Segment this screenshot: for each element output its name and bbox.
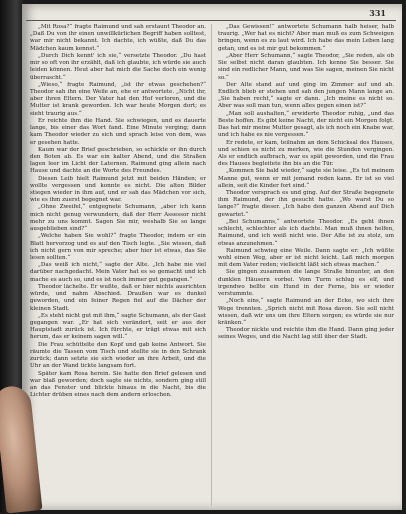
paragraph: „Man soll aushalten,“ erwiderte Theodor ruhig, „und das Beste hoffen. Es gibt keine Nacht, der nicht ein Morgen folgt. Das hat mir meine Mutter gesagt, als ich noch ein Knabe war, und ich habe es nie vergessen.“ (218, 110, 394, 139)
paragraph: Raimund schwieg eine Weile. Dann sagte er: „Ich wüßte wohl einen Weg, aber er ist nicht leicht. Laß mich morgen mit dem Vater reden; vielleicht läßt sich etwas machen.“ (218, 247, 394, 269)
text-column-left (30, 24, 206, 506)
paragraph: Theodor versprach es und ging. Auf der Straße begegnete ihm Raimund, der ihn gesucht hatte. „Wo warst Du so lange?“ fragte dieser. „Ich habe den ganzen Abend auf Dich gewartet.“ (218, 190, 394, 218)
paragraph: „Durch Dich kennt' ich sie,“ versetzte Theodor. „Du hast mir so oft von ihr erzählt, daß ich glaubte, ich würde sie auch leiden können. Heut aber hat mich die Sache doch ein wenig überrascht.“ (30, 52, 206, 81)
page-number: 331 (369, 8, 386, 18)
paragraph: Der Alte stand auf und ging im Zimmer auf und ab. Endlich blieb er stehen und sah den jungen Mann lange an. „Sie haben recht,“ sagte er dann. „Ich meine es nicht so. Aber was soll man tun, wenn alles gegen einen ist?“ (218, 81, 394, 110)
paragraph: „Welche haben Sie wohl?“ fragte Theodor, indem er ein Blatt hervorzog und es auf den Tisch legte. „Sie wissen, daß ich nicht gern von mir spreche; aber hier ist etwas, das Sie lesen sollten.“ (30, 233, 206, 261)
paragraph: „Das weiß ich nicht,“ sagte der Alte. „Ich habe nie viel darüber nachgedacht. Mein Vater hat es so gemacht und ich mache es auch so, und es ist noch immer gut gegangen.“ (30, 262, 206, 283)
paragraph: Theodor lächelte. Er wußte, daß er hier nichts ausrichten würde, und nahm Abschied. Draußen war es dunkel geworden, und ein feiner Regen fiel auf die Dächer der kleinen Stadt. (30, 283, 206, 312)
paragraph: Er reichte ihm die Hand. Sie schwiegen, und es dauerte lange, bis einer das Wort fand. Eine Minute verging; dann kam Theodor wieder zu sich und sprach leise von dem, was er gesehen hatte. (30, 117, 206, 146)
paragraph: Theodor nickte und reichte ihm die Hand. Dann ging jeder seines Weges, und die Nacht lag still über der Stadt. (218, 327, 394, 341)
paragraph: „Es steht nicht gut mit ihm,“ sagte Schumann, als der Gast gegangen war. „Er hat sich verändert, seit er aus der Hauptstadt zurück ist. Ich fürchte, er trägt etwas mit sich herum, das er keinem sagen will.“ (30, 312, 206, 341)
paragraph: „Wieso,“ fragte Raimund, „ist ihr etwas geschehen?“ Theodor sah ihn eine Weile an, ehe er antwortete. „Nicht ihr, aber ihren Eltern. Der Vater hat den Hof verloren, und die Mutter ist krank geworden. Ich war heute Morgen dort; es sieht traurig aus.“ (30, 81, 206, 117)
paragraph: Diesen Leib hielt Raimund jetzt mit beiden Händen; er wollte vergessen und konnte es nicht. Die alten Bilder stiegen wieder in ihm auf, und er sah das Mädchen vor sich, wie es ihm zuerst begegnet war. (30, 175, 206, 204)
paragraph: „Mit Rosa?“ fragte Raimund und sah erstaunt Theodor an. „Daß Du von ihr einen unwillkürlichen Begriff haben solltest, war mir nicht bekannt. Ich dachte, ich wüßte, daß Du das Mädchen kaum kennst.“ (30, 24, 206, 52)
paragraph: „Aber Herr Schumann,“ sagte Theodor, „Sie reden, als ob Sie selbst nicht daran glaubten. Ich kenne Sie besser. Sie sind ein redlicher Mann, und was Sie sagen, meinen Sie nicht so.“ (218, 52, 394, 81)
paragraph: Kaum war der Brief geschrieben, so schickte er ihn durch den Boten ab. Es war ein kalter Abend, und die Straßen lagen leer im Licht der Laternen. Raimund ging allein nach Hause und dachte an die Worte des Freundes. (30, 146, 206, 175)
book-page (22, 4, 402, 510)
head-rule (26, 20, 396, 21)
paragraph: „Noch eins,“ sagte Raimund an der Ecke, wo sich ihre Wege trennten. „Sprich nicht mit Rosa davon. Sie soll nicht wissen, daß wir uns um ihre Eltern sorgen; es würde sie nur kränken.“ (218, 298, 394, 326)
text-column-right (218, 24, 394, 506)
column-divider (211, 24, 212, 506)
paragraph: Er redete, er kam, teilnahm an dem Schicksal des Hauses, und schien es nicht zu merken, wie die Stunden vergingen. Als er endlich aufbrach, war es spät geworden, und die Frau des Hauses begleitete ihn bis an die Tür. (218, 139, 394, 168)
paragraph: Sie gingen zusammen die lange Straße hinunter, an den dunklen Häusern vorbei. Vom Turm schlug es elf, und irgendwo bellte ein Hund in der Ferne, bis er wieder verstummte. (218, 269, 394, 298)
running-head (26, 7, 396, 21)
paragraph: „Das Gewissen!“ antwortete Schumann halb heiser, halb traurig. „Wer hat es nicht? Aber man muß es zum Schweigen bringen, wenn es zu laut wird. Ich habe das mein Leben lang getan, und es ist mir gut bekommen.“ (218, 24, 394, 52)
paragraph: Die Frau schüttelte den Kopf und gab keine Antwort. Sie räumte die Tassen vom Tisch und stellte sie in den Schrank zurück; dann setzte sie sich wieder an ihre Arbeit, und die Uhr an der Wand tickte langsam fort. (30, 341, 206, 370)
paragraph: Später kam Rosa herein. Sie hatte den Brief gelesen und war blaß geworden; doch sagte sie nichts, sondern ging still an das Fenster und blickte hinaus in die Nacht, bis die Lichter drüben eines nach dem andern erloschen. (30, 370, 206, 399)
paragraph: „Kommen Sie bald wieder,“ sagte sie leise. „Es tut meinem Manne gut, wenn er mit jemand reden kann. Er ist so viel allein, seit die Kinder fort sind.“ (218, 168, 394, 189)
paragraph: „Ohne Zweifel,“ entgegnete Schumann, „aber ich kann mich nicht genug verwundern, daß der Herr Assessor nicht mehr zu uns kommt. Sagen Sie mir, weshalb Sie so lange ausgeblieben sind?“ (30, 204, 206, 233)
paragraph: „Bei Schumanns,“ antwortete Theodor. „Es geht ihnen schlecht, schlechter als ich dachte. Man muß ihnen helfen, Raimund, und ich weiß nicht wie. Der Alte ist zu stolz, um etwas anzunehmen.“ (218, 218, 394, 247)
